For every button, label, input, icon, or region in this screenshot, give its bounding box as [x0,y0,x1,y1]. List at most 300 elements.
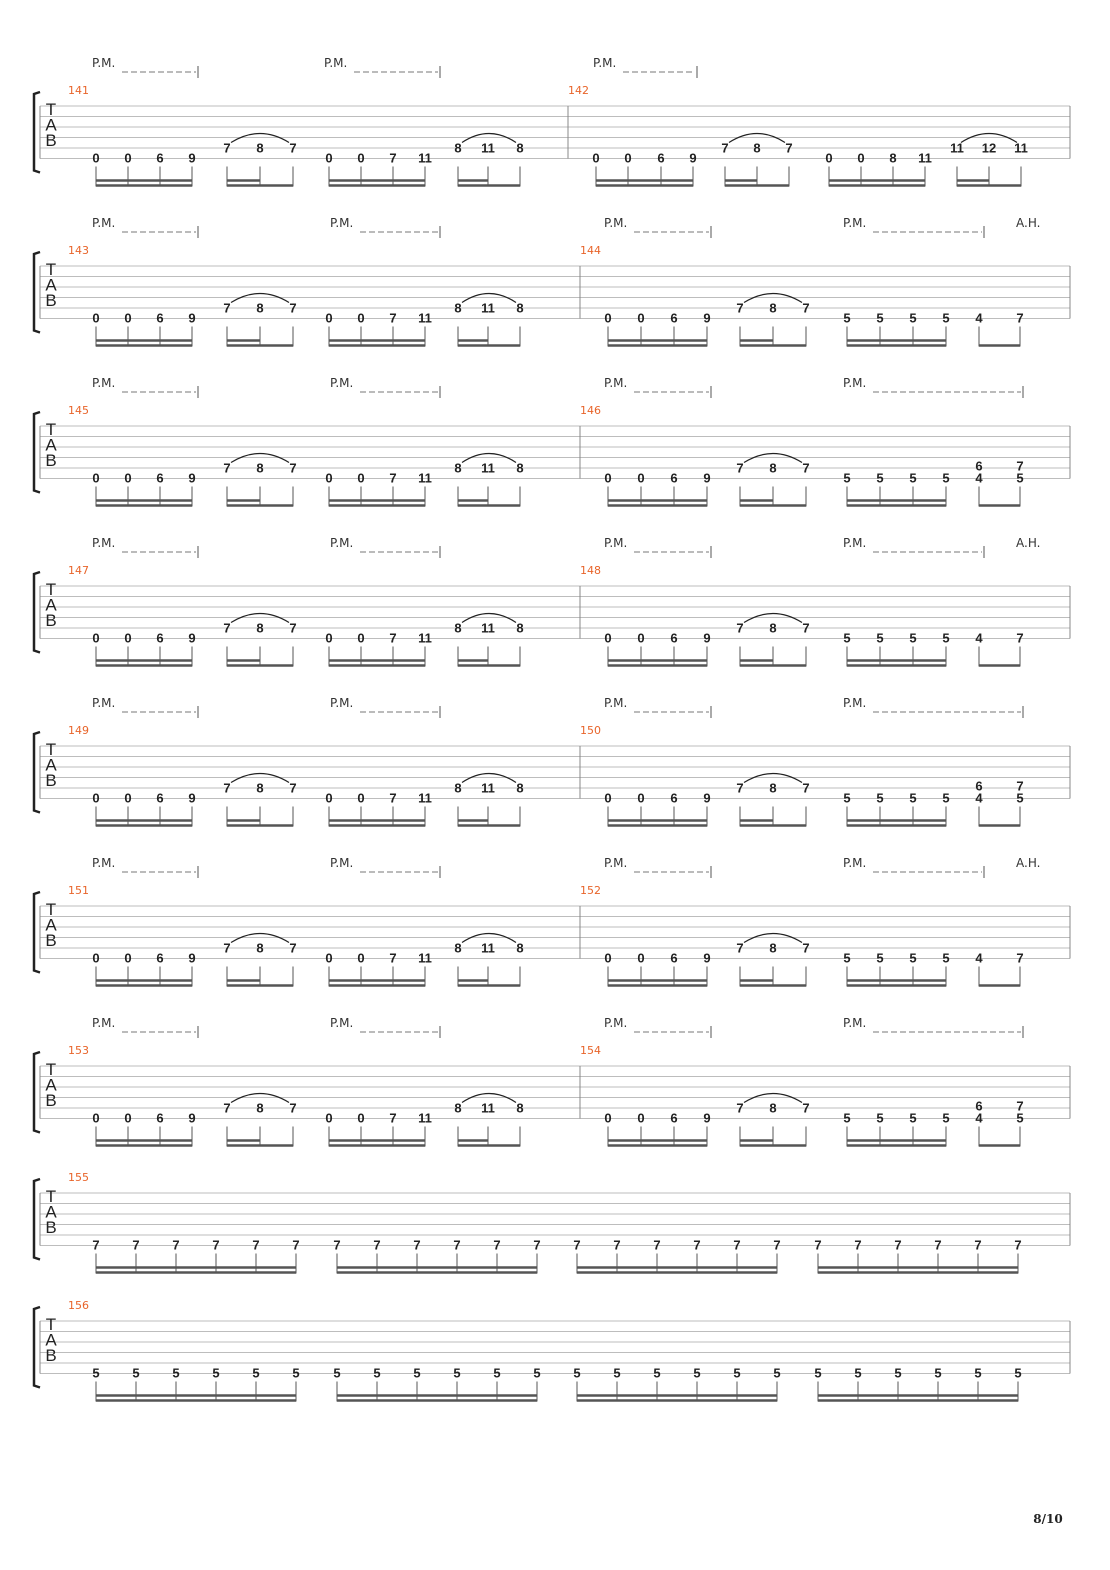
tab-clef-letter: B [45,131,57,150]
fret-number: 7 [223,1100,231,1116]
fret-number: 0 [124,630,132,646]
tab-clef-letter: B [45,1091,57,1110]
tab-clef-letter: T [45,1187,57,1206]
measure-number: 144 [580,244,601,257]
fret-number: 11 [481,460,495,476]
fret-number: 11 [481,620,495,636]
fret-number: 6 [975,778,983,794]
fret-number: 8 [769,460,777,476]
system-bracket [34,892,40,973]
fret-number: 0 [825,150,833,166]
fret-number: 5 [942,790,950,806]
fret-number: 7 [736,300,744,316]
fret-number: 6 [156,310,164,326]
fret-number: 0 [592,150,600,166]
measure-number: 154 [580,1044,601,1057]
fret-number: 7 [802,300,810,316]
fret-number: 7 [736,940,744,956]
tab-clef-letter: T [45,100,57,119]
fret-number: 0 [325,790,333,806]
palm-mute-label: P.M. [843,1016,867,1030]
fret-number: 0 [325,1110,333,1126]
fret-number: 5 [876,950,884,966]
tab-clef-letter: A [45,755,57,775]
palm-mute-label: P.M. [92,376,116,390]
fret-number: 0 [604,790,612,806]
measure-number: 145 [68,404,89,417]
page-number: 8/10 [1033,1512,1063,1526]
tab-clef-letter: A [45,435,57,455]
tab-clef-letter: T [45,1315,57,1334]
fret-number: 6 [156,470,164,486]
fret-number: 7 [292,1237,300,1253]
tab-clef-letter: B [45,451,57,470]
measure-number: 149 [68,724,89,737]
fret-number: 0 [604,1110,612,1126]
fret-number: 7 [693,1237,701,1253]
fret-number: 0 [637,950,645,966]
fret-number: 5 [876,310,884,326]
tab-clef-letter: A [45,115,57,135]
fret-number: 5 [843,630,851,646]
tab-clef-letter: B [45,611,57,630]
fret-number: 7 [802,620,810,636]
measure-number: 142 [568,84,589,97]
fret-number: 8 [516,140,524,156]
fret-number: 8 [769,620,777,636]
fret-number: 7 [733,1237,741,1253]
fret-number: 9 [188,470,196,486]
fret-number: 7 [289,140,297,156]
fret-number: 8 [516,780,524,796]
fret-number: 0 [92,310,100,326]
fret-number: 6 [670,310,678,326]
fret-number: 7 [333,1237,341,1253]
fret-number: 7 [92,1237,100,1253]
palm-mute-label: P.M. [324,56,348,70]
fret-number: 9 [703,630,711,646]
fret-number: 5 [493,1365,501,1381]
system-bracket [34,572,40,653]
fret-number: 7 [389,150,397,166]
fret-number: 6 [156,790,164,806]
palm-mute-label: P.M. [843,216,867,230]
measure-number: 151 [68,884,89,897]
fret-number: 9 [703,950,711,966]
tab-clef-letter: T [45,900,57,919]
fret-number: 7 [223,460,231,476]
fret-number: 6 [156,950,164,966]
fret-number: 7 [389,1110,397,1126]
fret-number: 7 [721,140,729,156]
fret-number: 7 [773,1237,781,1253]
fret-number: 7 [289,780,297,796]
fret-number: 0 [124,310,132,326]
measure-number: 150 [580,724,601,737]
palm-mute-label: P.M. [604,376,628,390]
fret-number: 7 [573,1237,581,1253]
fret-number: 8 [769,780,777,796]
fret-number: 5 [843,950,851,966]
measure-number: 143 [68,244,89,257]
fret-number: 8 [454,620,462,636]
tab-clef-letter: A [45,1075,57,1095]
fret-number: 0 [357,470,365,486]
system-bracket [34,1052,40,1133]
fret-number: 5 [909,790,917,806]
palm-mute-label: P.M. [330,216,354,230]
fret-number: 8 [256,140,264,156]
fret-number: 8 [889,150,897,166]
fret-number: 6 [670,470,678,486]
tab-clef-letter: T [45,260,57,279]
fret-number: 11 [481,940,495,956]
fret-number: 7 [223,140,231,156]
fret-number: 7 [389,470,397,486]
fret-number: 5 [942,1110,950,1126]
fret-number: 11 [418,790,432,806]
fret-number: 0 [124,790,132,806]
fret-number: 0 [857,150,865,166]
palm-mute-label: P.M. [593,56,617,70]
fret-number: 0 [604,950,612,966]
fret-number: 7 [223,940,231,956]
fret-number: 5 [843,310,851,326]
fret-number: 0 [637,310,645,326]
fret-number: 7 [802,780,810,796]
fret-number: 5 [876,470,884,486]
fret-number: 0 [357,950,365,966]
fret-number: 5 [773,1365,781,1381]
fret-number: 7 [212,1237,220,1253]
fret-number: 7 [785,140,793,156]
fret-number: 6 [156,150,164,166]
fret-number: 5 [942,950,950,966]
measure-number: 141 [68,84,89,97]
fret-number: 0 [92,790,100,806]
fret-number: 5 [653,1365,661,1381]
fret-number: 11 [418,470,432,486]
fret-number: 5 [942,310,950,326]
tab-clef-letter: A [45,1330,57,1350]
fret-number: 7 [493,1237,501,1253]
fret-number: 6 [670,790,678,806]
fret-number: 8 [256,940,264,956]
fret-number: 5 [132,1365,140,1381]
fret-number: 8 [454,780,462,796]
fret-number: 0 [92,470,100,486]
fret-number: 0 [637,790,645,806]
fret-number: 5 [373,1365,381,1381]
fret-number: 5 [814,1365,822,1381]
fret-number: 5 [843,790,851,806]
fret-number: 7 [389,310,397,326]
fret-number: 8 [753,140,761,156]
fret-number: 7 [934,1237,942,1253]
fret-number: 6 [670,1110,678,1126]
fret-number: 7 [389,950,397,966]
fret-number: 7 [223,620,231,636]
fret-number: 5 [942,630,950,646]
measure-number: 152 [580,884,601,897]
fret-number: 5 [613,1365,621,1381]
fret-number: 7 [613,1237,621,1253]
fret-number: 7 [854,1237,862,1253]
measure-number: 146 [580,404,601,417]
tab-clef-letter: T [45,420,57,439]
fret-number: 0 [637,1110,645,1126]
palm-mute-label: P.M. [330,856,354,870]
fret-number: 5 [733,1365,741,1381]
fret-number: 4 [975,790,983,806]
palm-mute-label: P.M. [843,696,867,710]
fret-number: 0 [357,310,365,326]
fret-number: 7 [1016,1098,1024,1114]
fret-number: 11 [418,150,432,166]
fret-number: 5 [92,1365,100,1381]
fret-number: 11 [950,140,964,156]
fret-number: 5 [1014,1365,1022,1381]
measure-number: 147 [68,564,89,577]
fret-number: 8 [516,620,524,636]
tab-clef-letter: A [45,915,57,935]
fret-number: 8 [516,1100,524,1116]
fret-number: 0 [124,470,132,486]
fret-number: 0 [124,1110,132,1126]
fret-number: 8 [769,940,777,956]
fret-number: 5 [843,1110,851,1126]
fret-number: 4 [975,310,983,326]
measure-number: 156 [68,1299,89,1312]
fret-number: 7 [1016,310,1024,326]
fret-number: 8 [454,300,462,316]
fret-number: 5 [1016,470,1024,486]
fret-number: 5 [894,1365,902,1381]
tab-clef-letter: T [45,1060,57,1079]
fret-number: 9 [188,1110,196,1126]
fret-number: 0 [357,150,365,166]
fret-number: 7 [289,300,297,316]
fret-number: 5 [1016,1110,1024,1126]
palm-mute-label: P.M. [92,696,116,710]
artificial-harmonic-label: A.H. [1016,216,1041,230]
fret-number: 6 [156,1110,164,1126]
fret-number: 8 [256,460,264,476]
fret-number: 9 [689,150,697,166]
fret-number: 11 [418,630,432,646]
palm-mute-label: P.M. [604,536,628,550]
fret-number: 7 [894,1237,902,1253]
fret-number: 0 [92,1110,100,1126]
fret-number: 7 [289,1100,297,1116]
fret-number: 9 [188,310,196,326]
fret-number: 11 [1014,140,1028,156]
fret-number: 0 [325,310,333,326]
fret-number: 9 [703,310,711,326]
measure-number: 153 [68,1044,89,1057]
fret-number: 5 [909,1110,917,1126]
fret-number: 0 [92,150,100,166]
tab-clef-letter: A [45,275,57,295]
fret-number: 9 [188,950,196,966]
fret-number: 0 [124,950,132,966]
fret-number: 0 [604,630,612,646]
fret-number: 0 [92,950,100,966]
fret-number: 4 [975,630,983,646]
artificial-harmonic-label: A.H. [1016,856,1041,870]
fret-number: 5 [333,1365,341,1381]
fret-number: 7 [389,630,397,646]
fret-number: 6 [975,458,983,474]
fret-number: 0 [637,470,645,486]
fret-number: 5 [1016,790,1024,806]
fret-number: 7 [413,1237,421,1253]
fret-number: 11 [918,150,932,166]
fret-number: 4 [975,1110,983,1126]
fret-number: 0 [357,1110,365,1126]
fret-number: 0 [604,310,612,326]
fret-number: 5 [843,470,851,486]
fret-number: 8 [516,460,524,476]
tab-clef-letter: B [45,291,57,310]
fret-number: 7 [533,1237,541,1253]
fret-number: 5 [876,630,884,646]
fret-number: 0 [637,630,645,646]
fret-number: 4 [975,950,983,966]
fret-number: 8 [256,1100,264,1116]
tab-clef-letter: B [45,771,57,790]
palm-mute-label: P.M. [92,856,116,870]
fret-number: 0 [325,150,333,166]
fret-number: 0 [624,150,632,166]
fret-number: 7 [1016,630,1024,646]
palm-mute-label: P.M. [604,856,628,870]
system-bracket [34,1179,40,1260]
fret-number: 8 [256,300,264,316]
fret-number: 6 [975,1098,983,1114]
fret-number: 0 [604,470,612,486]
fret-number: 6 [657,150,665,166]
fret-number: 0 [325,470,333,486]
fret-number: 7 [653,1237,661,1253]
fret-number: 11 [481,780,495,796]
fret-number: 9 [703,1110,711,1126]
fret-number: 0 [325,950,333,966]
fret-number: 7 [802,460,810,476]
fret-number: 7 [389,790,397,806]
palm-mute-label: P.M. [604,1016,628,1030]
system-bracket [34,1307,40,1388]
fret-number: 8 [769,300,777,316]
fret-number: 7 [736,620,744,636]
tab-clef-letter: T [45,740,57,759]
fret-number: 5 [252,1365,260,1381]
fret-number: 8 [516,940,524,956]
palm-mute-label: P.M. [604,696,628,710]
fret-number: 7 [289,620,297,636]
fret-number: 8 [454,460,462,476]
tab-clef-letter: T [45,580,57,599]
fret-number: 8 [769,1100,777,1116]
palm-mute-label: P.M. [843,376,867,390]
fret-number: 5 [292,1365,300,1381]
system-bracket [34,732,40,813]
palm-mute-label: P.M. [92,216,116,230]
fret-number: 5 [876,1110,884,1126]
tab-clef-letter: A [45,595,57,615]
palm-mute-label: P.M. [330,376,354,390]
fret-number: 0 [357,630,365,646]
tab-clef-letter: B [45,931,57,950]
fret-number: 7 [736,780,744,796]
fret-number: 7 [736,1100,744,1116]
fret-number: 7 [736,460,744,476]
fret-number: 7 [373,1237,381,1253]
fret-number: 9 [188,630,196,646]
palm-mute-label: P.M. [330,696,354,710]
fret-number: 5 [413,1365,421,1381]
palm-mute-label: P.M. [843,856,867,870]
palm-mute-label: P.M. [92,56,116,70]
fret-number: 9 [188,790,196,806]
fret-number: 7 [814,1237,822,1253]
artificial-harmonic-label: A.H. [1016,536,1041,550]
fret-number: 5 [212,1365,220,1381]
system-bracket [34,92,40,173]
fret-number: 5 [172,1365,180,1381]
fret-number: 5 [533,1365,541,1381]
fret-number: 7 [252,1237,260,1253]
fret-number: 7 [802,1100,810,1116]
fret-number: 5 [909,630,917,646]
fret-number: 5 [573,1365,581,1381]
fret-number: 7 [132,1237,140,1253]
fret-number: 8 [454,140,462,156]
fret-number: 0 [325,630,333,646]
fret-number: 5 [909,950,917,966]
fret-number: 7 [289,940,297,956]
fret-number: 5 [934,1365,942,1381]
fret-number: 11 [418,310,432,326]
fret-number: 11 [418,950,432,966]
fret-number: 12 [981,140,997,156]
fret-number: 0 [357,790,365,806]
fret-number: 7 [1016,458,1024,474]
fret-number: 5 [909,470,917,486]
fret-number: 8 [454,940,462,956]
tab-clef-letter: B [45,1346,57,1365]
fret-number: 7 [223,300,231,316]
fret-number: 7 [974,1237,982,1253]
tab-clef-letter: A [45,1202,57,1222]
fret-number: 7 [453,1237,461,1253]
fret-number: 7 [1014,1237,1022,1253]
palm-mute-label: P.M. [604,216,628,230]
fret-number: 5 [453,1365,461,1381]
fret-number: 8 [256,620,264,636]
fret-number: 7 [289,460,297,476]
fret-number: 9 [188,150,196,166]
tab-clef-letter: B [45,1218,57,1237]
palm-mute-label: P.M. [330,1016,354,1030]
fret-number: 6 [670,630,678,646]
fret-number: 7 [1016,950,1024,966]
system-bracket [34,252,40,333]
measure-number: 155 [68,1171,89,1184]
fret-number: 5 [942,470,950,486]
system-bracket [34,412,40,493]
fret-number: 5 [854,1365,862,1381]
